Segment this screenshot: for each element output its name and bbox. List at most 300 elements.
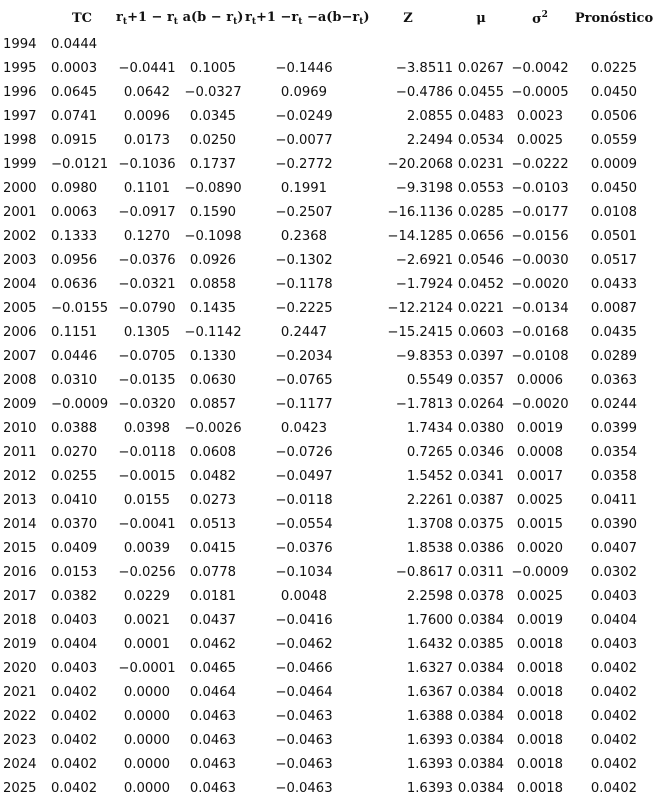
rate-change-cell: 0.0229 <box>123 588 171 604</box>
pronostico-cell: 0.0225 <box>590 60 638 76</box>
sigma-squared-cell: 0.0008 <box>516 444 564 460</box>
tc-cell: 0.0270 <box>51 444 98 460</box>
rate-change-cell: −0.0320 <box>118 396 176 412</box>
z-cell: −12.2124 <box>387 300 453 316</box>
rate-change-cell: 0.0000 <box>123 780 171 796</box>
tc-cell: 0.0409 <box>51 540 98 556</box>
sigma-squared-cell: −0.0156 <box>511 228 569 244</box>
pronostico-cell: 0.0433 <box>590 276 638 292</box>
year-cell: 2021 <box>3 684 37 700</box>
sigma-squared-cell: 0.0025 <box>516 588 564 604</box>
mu-cell: 0.0341 <box>457 468 505 484</box>
tc-cell: 0.0402 <box>51 732 98 748</box>
residual-cell: −0.0118 <box>275 492 333 508</box>
tc-cell: 0.0003 <box>51 60 98 76</box>
mu-cell: 0.0375 <box>457 516 505 532</box>
mu-cell: 0.0267 <box>457 60 505 76</box>
mu-cell: 0.0221 <box>457 300 505 316</box>
table-row <box>3 560 657 584</box>
mu-cell: 0.0386 <box>457 540 505 556</box>
drift-cell: 0.0345 <box>189 108 237 124</box>
tc-cell: 0.0388 <box>51 420 98 436</box>
pronostico-cell: 0.0402 <box>590 684 638 700</box>
header-z: Z <box>403 10 413 26</box>
residual-cell: −0.0376 <box>275 540 333 556</box>
year-cell: 1997 <box>3 108 37 124</box>
residual-cell: −0.0463 <box>275 780 333 796</box>
z-cell: 1.3708 <box>406 516 453 532</box>
tc-cell: 0.0636 <box>51 276 98 292</box>
z-cell: −16.1136 <box>387 204 453 220</box>
sigma-squared-cell: 0.0018 <box>516 708 564 724</box>
table-body <box>3 32 657 800</box>
sigma-squared-cell: 0.0006 <box>516 372 564 388</box>
tc-cell: 0.0063 <box>51 204 98 220</box>
tc-cell: 0.0980 <box>51 180 98 196</box>
mu-cell: 0.0285 <box>457 204 505 220</box>
pronostico-cell: 0.0402 <box>590 780 638 796</box>
year-cell: 1998 <box>3 132 37 148</box>
residual-cell: −0.2507 <box>275 204 333 220</box>
table-row <box>3 32 657 56</box>
pronostico-cell: 0.0559 <box>590 132 638 148</box>
table-row <box>3 152 657 176</box>
table-row <box>3 296 657 320</box>
table-row <box>3 584 657 608</box>
residual-cell: −0.0554 <box>275 516 333 532</box>
pronostico-cell: 0.0302 <box>590 564 638 580</box>
sigma-squared-cell: −0.0020 <box>511 276 569 292</box>
drift-cell: 0.0415 <box>189 540 237 556</box>
table-row <box>3 272 657 296</box>
z-cell: 1.6393 <box>406 732 453 748</box>
pronostico-cell: 0.0390 <box>590 516 638 532</box>
residual-cell: −0.0463 <box>275 732 333 748</box>
z-cell: 1.6367 <box>406 684 453 700</box>
pronostico-cell: 0.0435 <box>590 324 638 340</box>
sigma-squared-cell: −0.0030 <box>511 252 569 268</box>
z-cell: 1.7600 <box>406 612 453 628</box>
year-cell: 2000 <box>3 180 37 196</box>
mu-cell <box>453 32 509 56</box>
table-row <box>3 512 657 536</box>
drift-cell <box>181 32 245 56</box>
sigma-squared-cell: 0.0018 <box>516 660 564 676</box>
z-cell: −0.4786 <box>395 84 453 100</box>
tc-cell: 0.1333 <box>51 228 98 244</box>
z-cell: 1.8538 <box>406 540 453 556</box>
pronostico-cell: 0.0403 <box>590 588 638 604</box>
sigma-squared-cell: −0.0009 <box>511 564 569 580</box>
sigma-squared-cell: −0.0134 <box>511 300 569 316</box>
drift-cell: 0.1005 <box>189 60 237 76</box>
residual-cell: −0.1177 <box>275 396 333 412</box>
rate-change-cell: −0.0917 <box>118 204 176 220</box>
table-row <box>3 416 657 440</box>
pronostico-cell: 0.0404 <box>590 612 638 628</box>
table-row <box>3 608 657 632</box>
z-cell: 2.2598 <box>406 588 453 604</box>
residual-cell: −0.0464 <box>275 684 333 700</box>
year-cell: 2008 <box>3 372 37 388</box>
mu-cell: 0.0452 <box>457 276 505 292</box>
tc-cell: 0.0403 <box>51 660 98 676</box>
residual-cell: −0.2034 <box>275 348 333 364</box>
residual-cell: −0.0466 <box>275 660 333 676</box>
mu-cell: 0.0346 <box>457 444 505 460</box>
year-cell: 2007 <box>3 348 37 364</box>
mu-cell: 0.0384 <box>457 684 505 700</box>
forecast-table <box>3 4 657 800</box>
residual-cell: −0.1178 <box>275 276 333 292</box>
tc-cell: 0.0402 <box>51 708 98 724</box>
year-cell: 2002 <box>3 228 37 244</box>
sigma-squared-cell: 0.0025 <box>516 492 564 508</box>
pronostico-cell: 0.0407 <box>590 540 638 556</box>
header-row <box>3 4 657 32</box>
mu-cell: 0.0384 <box>457 612 505 628</box>
header-year <box>3 4 51 32</box>
mu-cell: 0.0380 <box>457 420 505 436</box>
tc-cell: 0.0402 <box>51 756 98 772</box>
sigma-squared-cell: 0.0019 <box>516 612 564 628</box>
rate-change-cell: 0.0001 <box>123 636 171 652</box>
drift-cell: 0.0273 <box>189 492 237 508</box>
pronostico-cell: 0.0354 <box>590 444 638 460</box>
residual-cell: −0.0463 <box>275 708 333 724</box>
drift-cell: 0.0437 <box>189 612 237 628</box>
year-cell: 2022 <box>3 708 37 724</box>
pronostico-cell: 0.0402 <box>590 732 638 748</box>
rate-change-cell: 0.0021 <box>123 612 171 628</box>
sigma-squared-cell: 0.0018 <box>516 732 564 748</box>
mu-cell: 0.0546 <box>457 252 505 268</box>
residual-cell: −0.1034 <box>275 564 333 580</box>
table-row <box>3 464 657 488</box>
sigma-squared-cell: 0.0018 <box>516 684 564 700</box>
sigma-squared-cell: 0.0019 <box>516 420 564 436</box>
tc-cell: 0.0382 <box>51 588 98 604</box>
z-cell: −2.6921 <box>395 252 453 268</box>
sigma-squared-cell: 0.0018 <box>516 756 564 772</box>
residual-cell: −0.0726 <box>275 444 333 460</box>
rate-change-cell: 0.1270 <box>123 228 171 244</box>
z-cell: 2.0855 <box>406 108 453 124</box>
tc-cell: −0.0155 <box>51 300 109 316</box>
sigma-squared-cell: 0.0017 <box>516 468 564 484</box>
year-cell: 2014 <box>3 516 37 532</box>
residual-cell: −0.0462 <box>275 636 333 652</box>
table-row <box>3 776 657 800</box>
z-cell: 1.6327 <box>406 660 453 676</box>
z-cell: −20.2068 <box>387 156 453 172</box>
year-cell: 1996 <box>3 84 37 100</box>
mu-cell: 0.0385 <box>457 636 505 652</box>
z-cell: 1.7434 <box>406 420 453 436</box>
tc-cell: 0.0402 <box>51 684 98 700</box>
rate-change-cell: −0.0001 <box>118 660 176 676</box>
drift-cell: 0.0462 <box>189 636 237 652</box>
mu-cell: 0.0384 <box>457 756 505 772</box>
residual-cell: 0.1991 <box>280 180 328 196</box>
tc-cell: 0.0410 <box>51 492 98 508</box>
year-cell: 2019 <box>3 636 37 652</box>
rate-change-cell: −0.0321 <box>118 276 176 292</box>
tc-cell: 0.0404 <box>51 636 98 652</box>
sigma-squared-cell: −0.0168 <box>511 324 569 340</box>
table-row <box>3 200 657 224</box>
pronostico-cell: 0.0402 <box>590 660 638 676</box>
drift-cell: 0.0464 <box>189 684 237 700</box>
header-mu: μ <box>476 10 486 26</box>
mu-cell: 0.0384 <box>457 780 505 796</box>
tc-cell: 0.0956 <box>51 252 98 268</box>
sigma-squared-cell: −0.0005 <box>511 84 569 100</box>
header-tc: TC <box>71 10 93 26</box>
z-cell: −9.3198 <box>395 180 453 196</box>
z-cell: −9.8353 <box>395 348 453 364</box>
pronostico-cell: 0.0450 <box>590 84 638 100</box>
drift-cell: −0.0327 <box>184 84 242 100</box>
tc-cell: 0.0255 <box>51 468 98 484</box>
mu-cell: 0.0397 <box>457 348 505 364</box>
z-cell: 1.5452 <box>406 468 453 484</box>
mu-cell: 0.0603 <box>457 324 505 340</box>
sigma-squared-cell: 0.0015 <box>516 516 564 532</box>
z-cell: 1.6393 <box>406 756 453 772</box>
drift-cell: 0.0513 <box>189 516 237 532</box>
drift-cell: 0.1590 <box>189 204 237 220</box>
year-cell: 2020 <box>3 660 37 676</box>
drift-cell: −0.1142 <box>184 324 242 340</box>
residual-cell: −0.1302 <box>275 252 333 268</box>
rate-change-cell: −0.0041 <box>118 516 176 532</box>
z-cell <box>363 32 453 56</box>
table-row <box>3 248 657 272</box>
pronostico-cell: 0.0399 <box>590 420 638 436</box>
drift-cell: 0.0463 <box>189 732 237 748</box>
drift-cell: 0.0463 <box>189 708 237 724</box>
drift-cell: −0.0890 <box>184 180 242 196</box>
residual-cell: −0.0497 <box>275 468 333 484</box>
pronostico-cell: 0.0517 <box>590 252 638 268</box>
z-cell: −1.7813 <box>395 396 453 412</box>
year-cell: 2012 <box>3 468 37 484</box>
drift-cell: 0.0463 <box>189 780 237 796</box>
sigma-squared-cell: 0.0020 <box>516 540 564 556</box>
residual-cell: 0.0423 <box>280 420 328 436</box>
residual-cell: −0.2225 <box>275 300 333 316</box>
drift-cell: 0.0630 <box>189 372 237 388</box>
table-row <box>3 320 657 344</box>
pronostico-cell: 0.0009 <box>590 156 638 172</box>
pronostico-cell: 0.0506 <box>590 108 638 124</box>
mu-cell: 0.0384 <box>457 708 505 724</box>
z-cell: −1.7924 <box>395 276 453 292</box>
table-row <box>3 176 657 200</box>
z-cell: −15.2415 <box>387 324 453 340</box>
pronostico-cell: 0.0244 <box>590 396 638 412</box>
year-cell: 2016 <box>3 564 37 580</box>
year-cell: 2024 <box>3 756 37 772</box>
drift-cell: 0.0926 <box>189 252 237 268</box>
mu-cell: 0.0231 <box>457 156 505 172</box>
tc-cell: 0.0915 <box>51 132 98 148</box>
z-cell: 1.6393 <box>406 780 453 796</box>
year-cell: 1994 <box>3 36 37 52</box>
pronostico-cell: 0.0363 <box>590 372 638 388</box>
table-row <box>3 488 657 512</box>
pronostico-cell <box>571 32 657 56</box>
table-row <box>3 440 657 464</box>
residual-cell: −0.0463 <box>275 756 333 772</box>
residual-cell: 0.0969 <box>280 84 328 100</box>
rate-change-cell: 0.0173 <box>123 132 171 148</box>
rate-change-cell: −0.1036 <box>118 156 176 172</box>
year-cell: 2005 <box>3 300 37 316</box>
residual-cell: −0.2772 <box>275 156 333 172</box>
table-row <box>3 56 657 80</box>
forecast-table-sheet <box>0 4 660 809</box>
z-cell: 0.5549 <box>406 372 453 388</box>
mu-cell: 0.0384 <box>457 660 505 676</box>
tc-cell: 0.0403 <box>51 612 98 628</box>
table-row <box>3 392 657 416</box>
rate-change-cell: 0.0000 <box>123 684 171 700</box>
residual-cell: −0.0765 <box>275 372 333 388</box>
rate-change-cell: 0.0000 <box>123 732 171 748</box>
drift-cell: 0.1737 <box>189 156 237 172</box>
mu-cell: 0.0656 <box>457 228 505 244</box>
sigma-squared-cell: 0.0018 <box>516 636 564 652</box>
tc-cell: −0.0009 <box>51 396 109 412</box>
drift-cell: 0.0857 <box>189 396 237 412</box>
mu-cell: 0.0387 <box>457 492 505 508</box>
mu-cell: 0.0378 <box>457 588 505 604</box>
drift-cell: 0.1435 <box>189 300 237 316</box>
pronostico-cell: 0.0108 <box>590 204 638 220</box>
year-cell: 1999 <box>3 156 37 172</box>
sigma-squared-cell: −0.0222 <box>511 156 569 172</box>
residual-cell: 0.2368 <box>280 228 328 244</box>
table-row <box>3 728 657 752</box>
tc-cell: 0.0370 <box>51 516 98 532</box>
sigma-squared-cell: 0.0023 <box>516 108 564 124</box>
table-row <box>3 344 657 368</box>
drift-cell: 0.0463 <box>189 756 237 772</box>
rate-change-cell: −0.0790 <box>118 300 176 316</box>
year-cell: 2015 <box>3 540 37 556</box>
residual-cell <box>245 32 363 56</box>
pronostico-cell: 0.0411 <box>590 492 638 508</box>
sigma-squared-cell: −0.0177 <box>511 204 569 220</box>
drift-cell: 0.0858 <box>189 276 237 292</box>
mu-cell: 0.0534 <box>457 132 505 148</box>
header-sigma-squared: $\sigma^2$ <box>532 9 548 27</box>
year-cell: 2013 <box>3 492 37 508</box>
sigma-squared-cell <box>509 32 571 56</box>
tc-cell: 0.0310 <box>51 372 98 388</box>
mu-cell: 0.0455 <box>457 84 505 100</box>
rate-change-cell: 0.0155 <box>123 492 171 508</box>
mu-cell: 0.0384 <box>457 732 505 748</box>
sigma-squared-cell: 0.0018 <box>516 780 564 796</box>
pronostico-cell: 0.0087 <box>590 300 638 316</box>
drift-cell: 0.1330 <box>189 348 237 364</box>
pronostico-cell: 0.0402 <box>590 756 638 772</box>
year-cell: 2025 <box>3 780 37 796</box>
table-row <box>3 536 657 560</box>
rate-change-cell: 0.0398 <box>123 420 171 436</box>
pronostico-cell: 0.0501 <box>590 228 638 244</box>
pronostico-cell: 0.0402 <box>590 708 638 724</box>
tc-cell: −0.0121 <box>51 156 109 172</box>
tc-cell: 0.0444 <box>51 36 98 52</box>
year-cell: 2011 <box>3 444 37 460</box>
rate-change-cell: −0.0441 <box>118 60 176 76</box>
table-row <box>3 704 657 728</box>
residual-cell: −0.0077 <box>275 132 333 148</box>
residual-cell: 0.2447 <box>280 324 328 340</box>
rate-change-cell: 0.0096 <box>123 108 171 124</box>
year-cell: 2017 <box>3 588 37 604</box>
year-cell: 2018 <box>3 612 37 628</box>
table-row <box>3 752 657 776</box>
mu-cell: 0.0311 <box>457 564 505 580</box>
header-pronostico: Pronóstico <box>574 10 654 26</box>
residual-cell: −0.1446 <box>275 60 333 76</box>
mu-cell: 0.0264 <box>457 396 505 412</box>
rate-change-cell: 0.0039 <box>123 540 171 556</box>
year-cell: 2009 <box>3 396 37 412</box>
tc-cell: 0.0741 <box>51 108 98 124</box>
year-cell: 1995 <box>3 60 37 76</box>
z-cell: 2.2261 <box>406 492 453 508</box>
z-cell: 1.6432 <box>406 636 453 652</box>
table-row <box>3 128 657 152</box>
tc-cell: 0.0645 <box>51 84 98 100</box>
tc-cell: 0.0153 <box>51 564 98 580</box>
drift-cell: 0.0465 <box>189 660 237 676</box>
table-row <box>3 632 657 656</box>
sigma-squared-cell: −0.0108 <box>511 348 569 364</box>
residual-cell: −0.0416 <box>275 612 333 628</box>
rate-change-cell: 0.0000 <box>123 756 171 772</box>
header-drift: $a(b - r_t)$ <box>182 9 244 27</box>
table-row <box>3 368 657 392</box>
pronostico-cell: 0.0358 <box>590 468 638 484</box>
z-cell: 0.7265 <box>406 444 453 460</box>
z-cell: −14.1285 <box>387 228 453 244</box>
pronostico-cell: 0.0403 <box>590 636 638 652</box>
header-residual: $r_t+1 -r_t -a(b-r_t)$ <box>245 9 370 27</box>
rate-change-cell: −0.0705 <box>118 348 176 364</box>
z-cell: −3.8511 <box>395 60 453 76</box>
sigma-squared-cell: −0.0103 <box>511 180 569 196</box>
table-row <box>3 656 657 680</box>
drift-cell: −0.0026 <box>184 420 242 436</box>
tc-cell: 0.1151 <box>51 324 98 340</box>
drift-cell: −0.1098 <box>184 228 242 244</box>
year-cell: 2003 <box>3 252 37 268</box>
rate-change-cell <box>113 32 181 56</box>
rate-change-cell: −0.0015 <box>118 468 176 484</box>
year-cell: 2004 <box>3 276 37 292</box>
drift-cell: 0.0181 <box>189 588 237 604</box>
rate-change-cell: −0.0135 <box>118 372 176 388</box>
table-row <box>3 104 657 128</box>
rate-change-cell: −0.0256 <box>118 564 176 580</box>
